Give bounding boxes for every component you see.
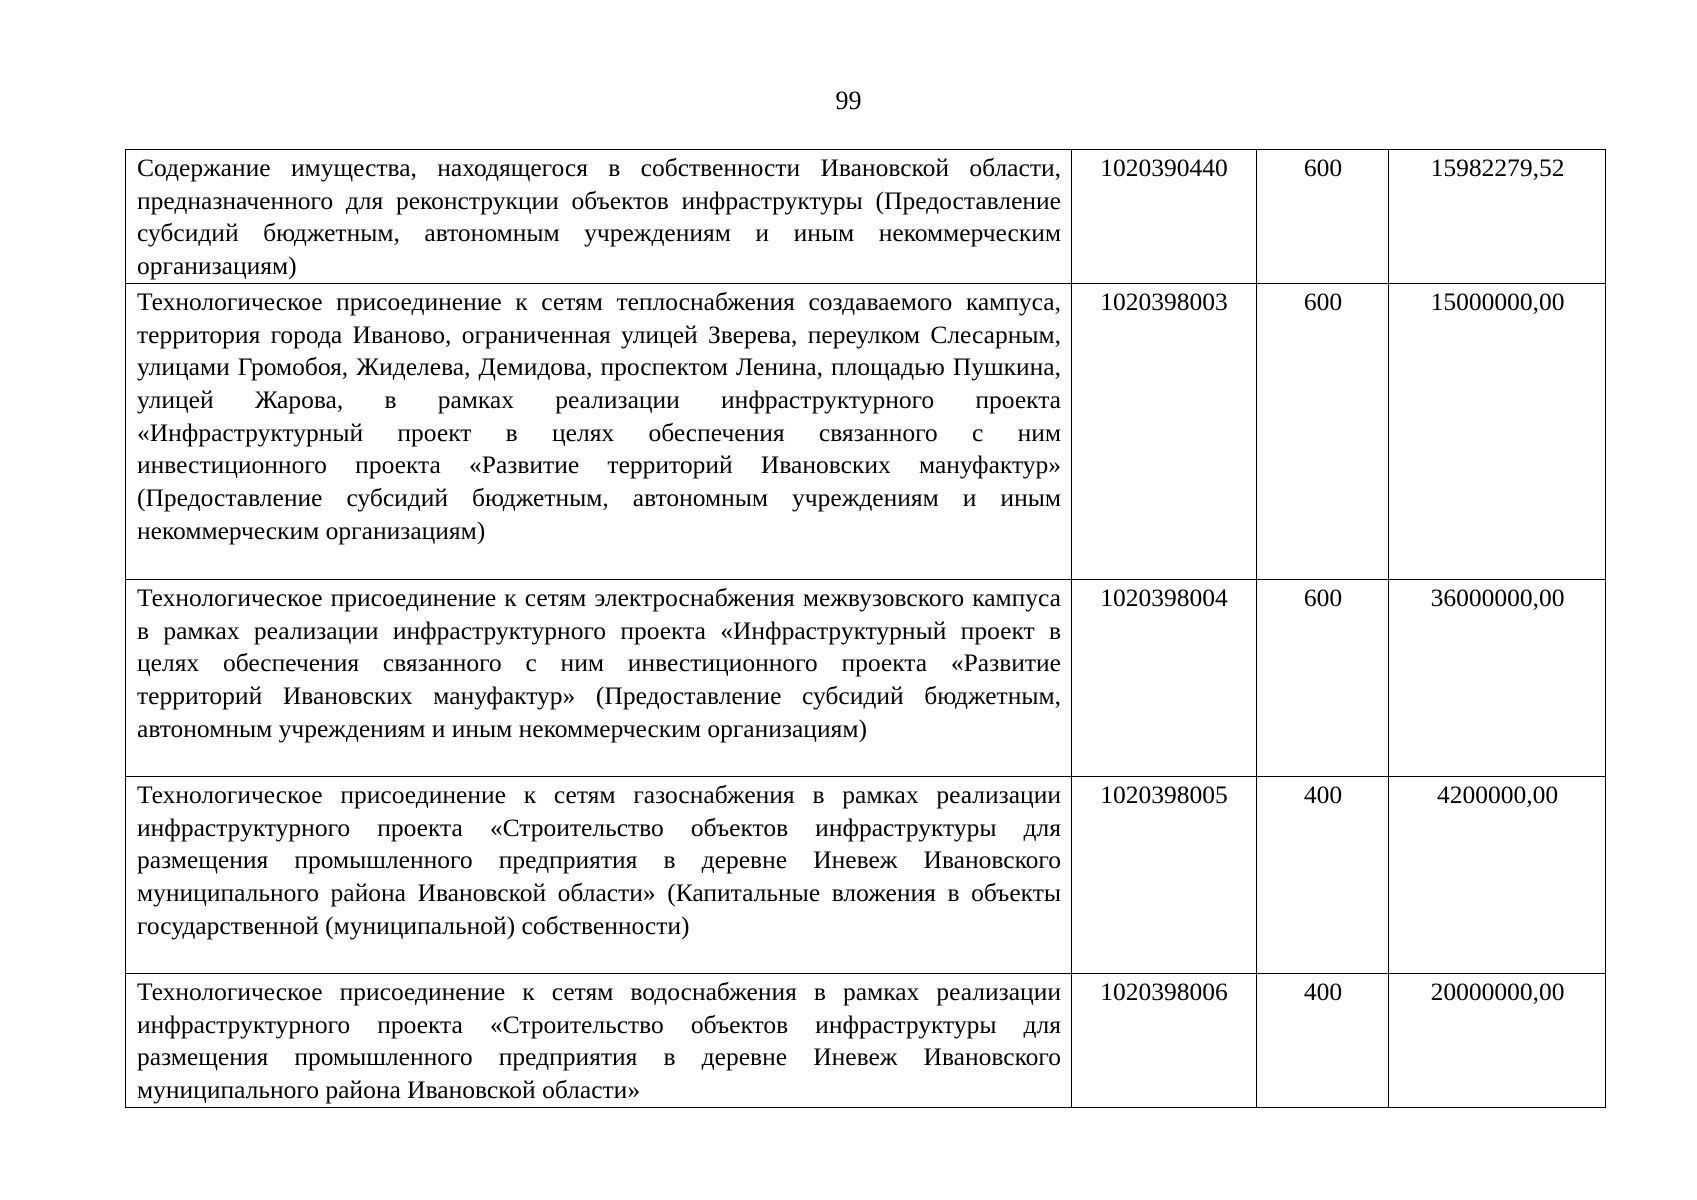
row-amount: 36000000,00: [1389, 579, 1606, 776]
row-description: Технологическое присоединение к сетям теплоснабжения создаваемого кампуса, территория города Иваново, ограниченная улицей Зверева, переулком Слесарным, улицами Громобоя, Жиделева, Демидова, проспектом Ленина, площадью Пушкина, улицей Жарова, в рамках реализации инфраструктурного проекта «Инфраструктурный проект в целях обеспечения связанного с ним инвестиционного проекта «Развитие территорий Ивановских мануфактур» (Предоставление субсидий бюджетным, автономным учреждениям и иным некоммерческим организациям): [126, 283, 1072, 579]
row-amount: 20000000,00: [1389, 973, 1606, 1107]
row-expense-type: 600: [1257, 150, 1389, 284]
table-row: [126, 776, 1606, 973]
row-code: 1020390440: [1072, 150, 1257, 284]
row-expense-type: 600: [1257, 579, 1389, 776]
table-row: [126, 283, 1606, 579]
page-number: 99: [835, 86, 862, 115]
row-description: Технологическое присоединение к сетям газоснабжения в рамках реализации инфраструктурного проекта «Строительство объектов инфраструктуры для размещения промышленного предприятия в деревне Иневеж Ивановского муниципального района Ивановской области» (Капитальные вложения в объекты государственной (муниципальной) собственности): [126, 776, 1072, 973]
table-row: [126, 973, 1606, 1107]
row-description: Технологическое присоединение к сетям электроснабжения межвузовского кампуса в рамках реализации инфраструктурного проекта «Инфраструктурный проект в целях обеспечения связанного с ним инвестиционного проекта «Развитие территорий Ивановских мануфактур» (Предоставление субсидий бюджетным, автономным учреждениям и иным некоммерческим организациям): [126, 579, 1072, 776]
row-description: Технологическое присоединение к сетям водоснабжения в рамках реализации инфраструктурного проекта «Строительство объектов инфраструктуры для размещения промышленного предприятия в деревне Иневеж Ивановского муниципального района Ивановской области»: [126, 973, 1072, 1107]
row-expense-type: 600: [1257, 283, 1389, 579]
row-expense-type: 400: [1257, 973, 1389, 1107]
row-amount: 4200000,00: [1389, 776, 1606, 973]
row-code: 1020398004: [1072, 579, 1257, 776]
row-code: 1020398005: [1072, 776, 1257, 973]
budget-table: [125, 149, 1606, 1108]
row-code: 1020398006: [1072, 973, 1257, 1107]
table-row: [126, 579, 1606, 776]
row-amount: 15982279,52: [1389, 150, 1606, 284]
row-code: 1020398003: [1072, 283, 1257, 579]
row-expense-type: 400: [1257, 776, 1389, 973]
row-description: Содержание имущества, находящегося в собственности Ивановской области, предназначенного для реконструкции объектов инфраструктуры (Предоставление субсидий бюджетным, автономным учреждениям и иным некоммерческим организациям): [126, 150, 1072, 284]
table-row: [126, 150, 1606, 284]
row-amount: 15000000,00: [1389, 283, 1606, 579]
